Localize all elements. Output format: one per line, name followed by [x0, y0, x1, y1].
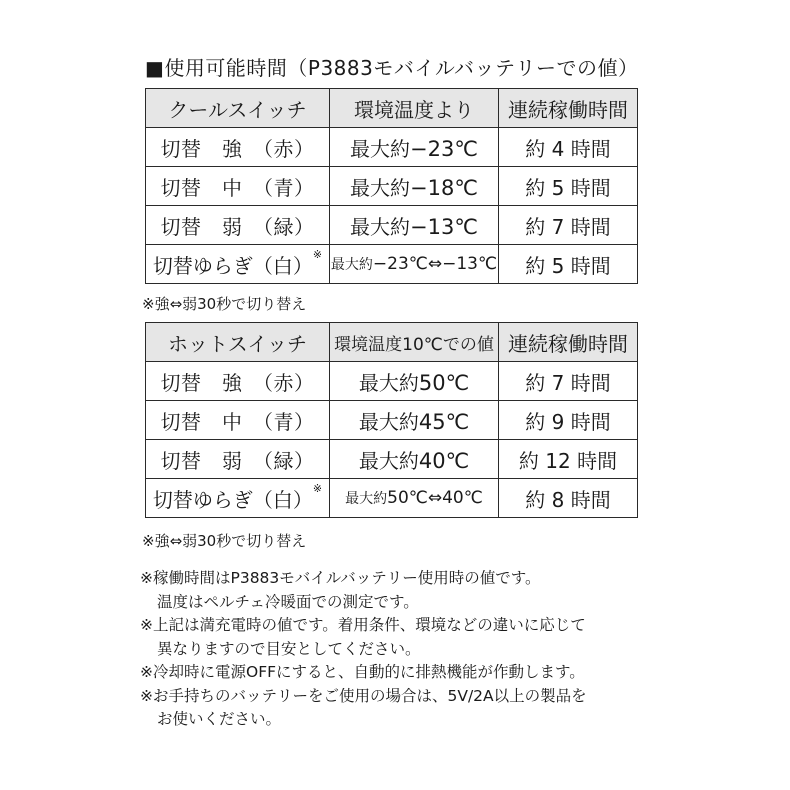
runtime-cell: 約 5 時間 — [499, 167, 638, 206]
temp-prefix: 最大約 — [345, 491, 388, 507]
temperature-cell — [330, 206, 499, 245]
footnote: ※稼働時間はP3883モバイルバッテリー使用時の値です。 — [140, 569, 541, 587]
mode-cell: 切替 中 （青） — [146, 401, 330, 440]
temp-value: 45℃ — [418, 409, 470, 434]
footnote-continuation: 温度はペルチェ冷暖面での測定です。 — [157, 592, 419, 611]
table-row — [146, 479, 638, 518]
temp-prefix: 最大約 — [358, 370, 419, 395]
table-row — [146, 440, 638, 479]
temperature-cell — [330, 440, 499, 479]
column-header: 環境温度10℃での値 — [330, 323, 499, 362]
runtime-cell: 約 12 時間 — [499, 440, 638, 479]
footnotes — [140, 567, 670, 732]
temperature-cell — [330, 362, 499, 401]
table-row — [146, 206, 638, 245]
temperature-cell — [330, 128, 499, 167]
table-row — [146, 401, 638, 440]
runtime-cell: 約 5 時間 — [499, 245, 638, 284]
cool-switch-table — [145, 88, 638, 284]
temp-value: −23℃⇔−13℃ — [372, 254, 498, 274]
temp-prefix: 最大約 — [350, 175, 411, 200]
mode-cell — [146, 479, 330, 518]
hot-switch-table — [145, 322, 638, 518]
runtime-cell: 約 7 時間 — [499, 362, 638, 401]
footnote-continuation: お使いください。 — [157, 710, 282, 728]
table-row — [146, 245, 638, 284]
mode-label: 切替ゆらぎ（白） — [152, 487, 313, 512]
temperature-cell — [330, 167, 499, 206]
mode-cell: 切替 強 （赤） — [146, 362, 330, 401]
table-row — [146, 128, 638, 167]
temperature-cell — [330, 401, 499, 440]
temperature-cell — [330, 245, 499, 284]
temp-value: 40℃ — [418, 448, 470, 473]
column-header: クールスイッチ — [146, 89, 330, 128]
table-header-row — [146, 89, 638, 128]
temperature-cell — [330, 479, 499, 518]
column-header: 環境温度より — [330, 89, 499, 128]
temp-value: −13℃ — [410, 214, 478, 239]
mode-cell: 切替 弱 （緑） — [146, 440, 330, 479]
runtime-cell: 約 9 時間 — [499, 401, 638, 440]
runtime-cell: 約 4 時間 — [499, 128, 638, 167]
footnote-continuation: 異なりますので目安としてください。 — [157, 639, 421, 658]
temp-prefix: 最大約 — [358, 409, 419, 434]
temp-prefix: 最大約 — [350, 214, 411, 239]
footnote: ※お手持ちのバッテリーをご使用の場合は、5V/2A以上の製品を — [140, 686, 587, 705]
footnote: ※上記は満充電時の値です。着用条件、環境などの違いに応じて — [140, 616, 586, 634]
mode-label: 切替ゆらぎ（白） — [152, 253, 313, 278]
temp-value: 50℃ — [418, 370, 470, 395]
temp-prefix: 最大約 — [350, 136, 411, 161]
mode-cell — [146, 245, 330, 284]
mode-cell: 切替 中 （青） — [146, 167, 330, 206]
temp-prefix: 最大約 — [358, 448, 419, 473]
temp-value: 50℃⇔40℃ — [387, 488, 483, 508]
temp-value: −23℃ — [410, 136, 478, 161]
mode-cell: 切替 弱 （緑） — [146, 206, 330, 245]
table-header-row — [146, 323, 638, 362]
section-title: ■使用可能時間（P3883モバイルバッテリーでの値） — [145, 56, 639, 80]
mode-cell: 切替 強 （赤） — [146, 128, 330, 167]
column-header: 連続稼働時間 — [499, 323, 638, 362]
hot-table-note: ※強⇔弱30秒で切り替え — [142, 532, 307, 550]
cool-table-note: ※強⇔弱30秒で切り替え — [142, 295, 307, 313]
column-header: 連続稼働時間 — [499, 89, 638, 128]
column-header: ホットスイッチ — [146, 323, 330, 362]
temp-prefix: 最大約 — [330, 257, 373, 273]
footnote-mark: ※ — [312, 481, 323, 495]
table-row — [146, 362, 638, 401]
temp-value: −18℃ — [410, 175, 478, 200]
runtime-cell: 約 7 時間 — [499, 206, 638, 245]
footnote-mark: ※ — [312, 247, 323, 261]
footnote: ※冷却時に電源OFFにすると、自動的に排熱機能が作動します。 — [140, 663, 585, 681]
table-row — [146, 167, 638, 206]
runtime-cell: 約 8 時間 — [499, 479, 638, 518]
